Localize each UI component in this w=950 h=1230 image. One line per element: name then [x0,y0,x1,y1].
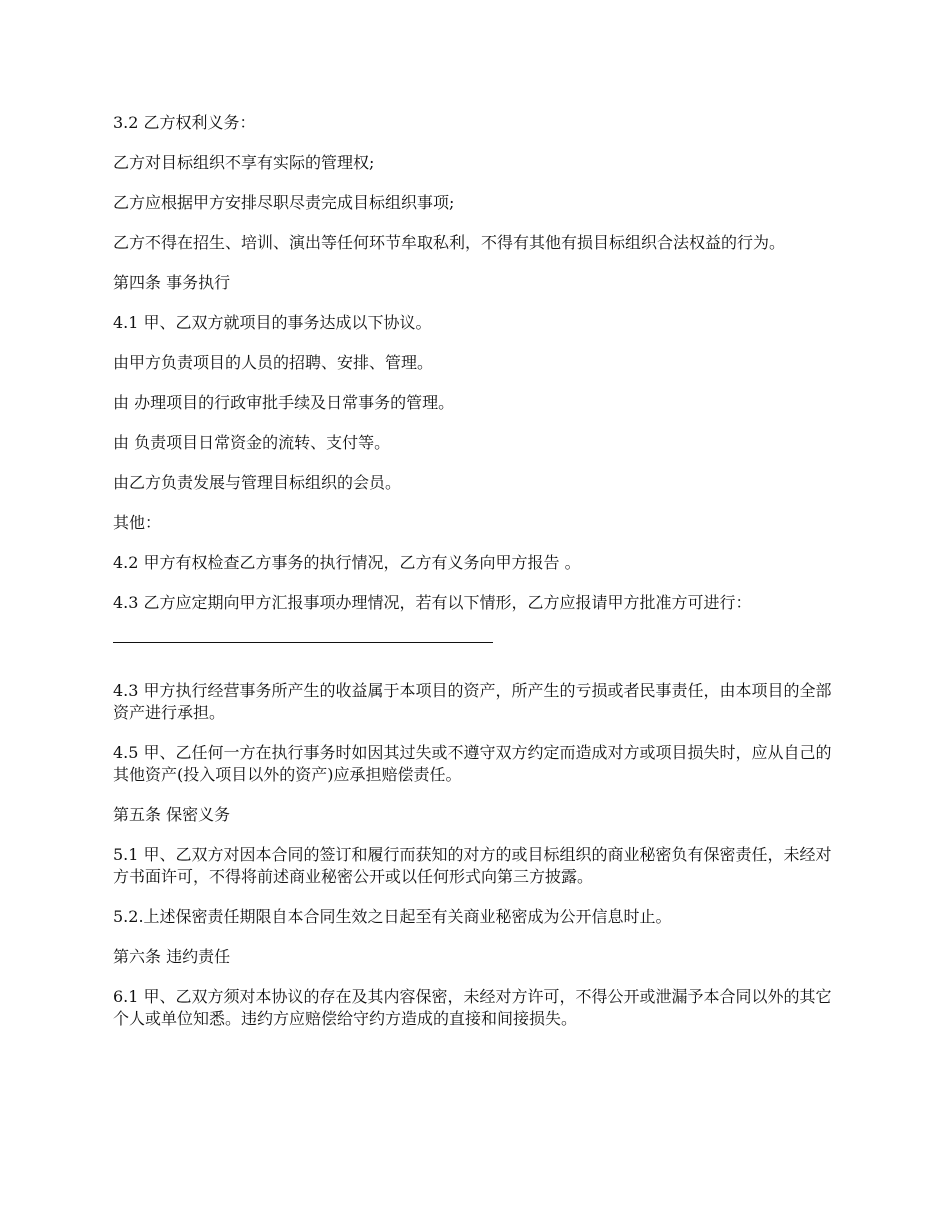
clause-4-1-other: 其他： [113,513,162,532]
article-6-heading: 第六条 违约责任 [113,947,231,966]
article-4-heading: 第四条 事务执行 [113,273,231,292]
clause-4-3-income: 4.3 甲方执行经营事务所产生的收益属于本项目的资产，所产生的亏损或者民事责任，由本项目的全部资产进行承担。 [113,681,832,722]
clause-duty-complete: 乙方应根据甲方安排尽职尽责完成目标组织事项; [113,193,455,212]
document-page [113,112,843,1048]
clause-4-3-report: 4.3 乙方应定期向甲方汇报事项办理情况，若有以下情形，乙方应报请甲方批准方可进行： [113,593,752,612]
clause-4-5: 4.5 甲、乙任何一方在执行事务时如因其过失或不遵守双方约定而造成对方或项目损失时，应从自己的其他资产(投入项目以外的资产)应承担赔偿责任。 [113,743,832,784]
clause-4-1-members: 由乙方负责发展与管理目标组织的会员。 [113,473,402,492]
fill-in-blank-line [113,642,493,643]
clause-no-management-right: 乙方对目标组织不享有实际的管理权; [113,153,375,172]
clause-6-1: 6.1 甲、乙双方须对本协议的存在及其内容保密，未经对方许可，不得公开或泄漏予本合同以外的其它个人或单位知悉。违约方应赔偿给守约方造成的直接和间接损失。 [113,987,832,1028]
clause-4-1-admin: 由 办理项目的行政审批手续及日常事务的管理。 [113,393,455,412]
clause-5-2: 5.2.上述保密责任期限自本合同生效之日起至有关商业秘密成为公开信息时止。 [113,907,672,926]
article-5-heading: 第五条 保密义务 [113,805,231,824]
clause-4-1-funds: 由 负责项目日常资金的流转、支付等。 [113,433,391,452]
clause-4-1-staff: 由甲方负责项目的人员的招聘、安排、管理。 [113,353,434,372]
clause-5-1: 5.1 甲、乙双方对因本合同的签订和履行而获知的对方的或目标组织的商业秘密负有保密责任，未经对方书面许可，不得将前述商业秘密公开或以任何形式向第三方披露。 [113,845,832,886]
clause-4-1: 4.1 甲、乙双方就项目的事务达成以下协议。 [113,313,432,332]
section-3-2-heading: 3.2 乙方权利义务： [113,113,256,132]
clause-4-2: 4.2 甲方有权检查乙方事务的执行情况，乙方有义务向甲方报告 。 [113,553,581,572]
clause-no-private-gain: 乙方不得在招生、培训、演出等任何环节牟取私利，不得有其他有损目标组织合法权益的行为。 [113,233,786,252]
